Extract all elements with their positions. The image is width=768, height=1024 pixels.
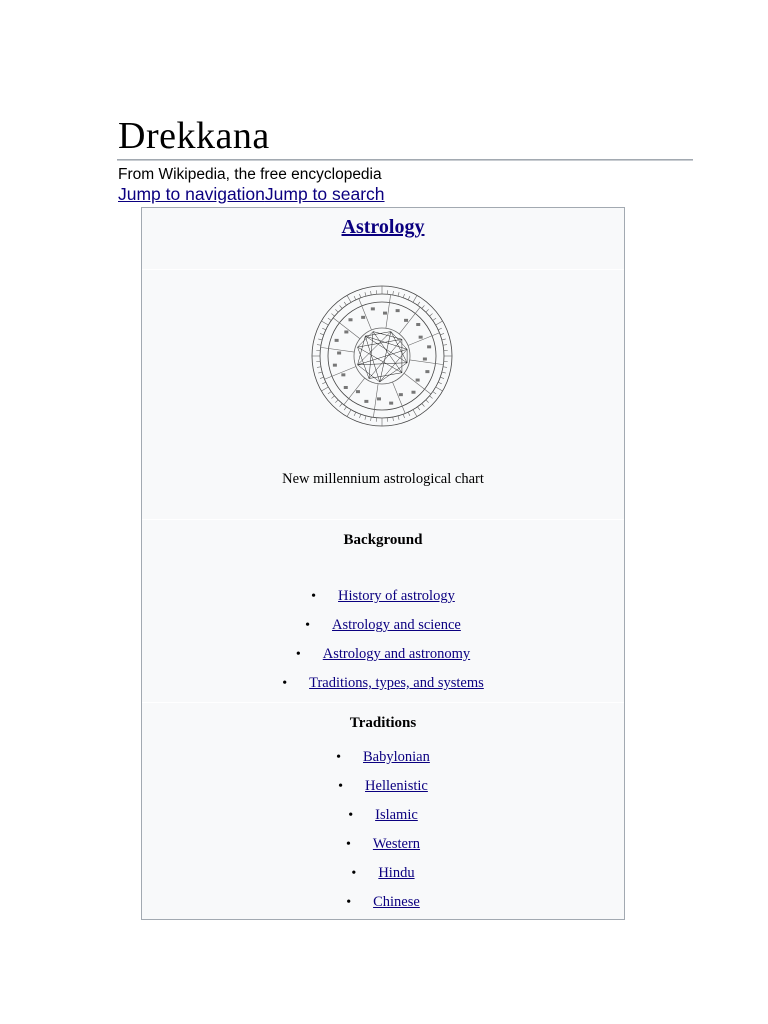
degree-tick xyxy=(344,302,346,305)
planet-glyph xyxy=(349,318,353,321)
degree-tick xyxy=(321,387,328,391)
degree-tick xyxy=(426,309,429,312)
house-line xyxy=(333,318,360,339)
house-line xyxy=(344,378,365,405)
degree-tick xyxy=(426,400,429,403)
list-item: • History of astrology xyxy=(311,588,455,604)
degree-tick xyxy=(436,387,443,391)
degree-tick xyxy=(340,305,343,308)
islamic-link[interactable]: Islamic xyxy=(375,807,418,823)
astrology-infobox xyxy=(141,207,625,920)
degree-tick xyxy=(433,392,436,394)
list-item: • Hindu xyxy=(351,865,415,881)
degree-tick xyxy=(413,295,417,302)
planet-glyph xyxy=(377,397,381,400)
astrology-and-science-link[interactable]: Astrology and science xyxy=(332,617,461,633)
degree-tick xyxy=(422,305,425,308)
planet-glyph xyxy=(383,312,387,315)
degree-tick xyxy=(413,410,417,417)
degree-tick xyxy=(317,345,321,346)
degree-tick xyxy=(443,345,447,346)
planet-glyph xyxy=(337,352,341,355)
degree-tick xyxy=(354,412,356,416)
house-line xyxy=(386,295,391,329)
infobox-title xyxy=(142,216,624,239)
house-line xyxy=(373,384,378,418)
list-item: • Traditions, types, and systems xyxy=(282,675,484,691)
degree-tick xyxy=(318,339,322,340)
hellenistic-link[interactable]: Hellenistic xyxy=(365,778,428,794)
planet-glyph xyxy=(364,400,368,403)
site-tagline: From Wikipedia, the free encyclopedia xyxy=(118,166,382,183)
degree-tick xyxy=(317,367,321,368)
astrology-and-astronomy-link[interactable]: Astrology and astronomy xyxy=(322,646,471,662)
degree-tick xyxy=(331,314,334,317)
planet-glyph xyxy=(425,370,429,373)
aspect-line xyxy=(358,363,408,365)
degree-tick xyxy=(335,309,338,312)
aspect-line xyxy=(380,332,391,382)
planet-glyph xyxy=(419,336,423,339)
degree-tick xyxy=(318,372,322,373)
degree-tick xyxy=(328,392,331,394)
planet-glyph xyxy=(396,309,400,312)
jump-to-navigation-link[interactable]: Jump to navigation xyxy=(118,184,265,204)
planet-glyph xyxy=(416,379,420,382)
list-item: • Astrology and astronomy xyxy=(295,646,471,662)
infobox-divider xyxy=(142,702,624,703)
aspect-line xyxy=(365,336,379,382)
planet-glyph xyxy=(411,391,415,394)
degree-tick xyxy=(365,416,366,420)
degree-tick xyxy=(371,291,372,295)
planet-glyph xyxy=(399,393,403,396)
list-item: • Islamic xyxy=(348,807,418,823)
degree-tick xyxy=(429,314,432,317)
degree-tick xyxy=(359,414,360,418)
degree-tick xyxy=(440,377,444,378)
degree-tick xyxy=(403,294,404,298)
degree-tick xyxy=(408,296,410,300)
degree-tick xyxy=(359,294,360,298)
house-line xyxy=(321,347,355,352)
hindu-link[interactable]: Hindu xyxy=(378,865,415,881)
degree-tick xyxy=(442,372,446,373)
background-heading: Background xyxy=(343,532,423,548)
list-item: • Babylonian xyxy=(336,749,430,765)
background-list xyxy=(142,582,624,698)
house-line xyxy=(399,307,420,334)
horoscope-wheel xyxy=(299,278,465,434)
degree-tick xyxy=(393,291,394,295)
planet-glyph xyxy=(361,316,365,319)
aspect-line xyxy=(358,347,402,373)
degree-tick xyxy=(321,321,328,325)
degree-tick xyxy=(365,292,366,296)
list-item: • Hellenistic xyxy=(338,778,428,794)
list-item: • Western xyxy=(345,836,421,852)
degree-tick xyxy=(429,396,432,399)
degree-tick xyxy=(440,333,444,334)
planet-glyph xyxy=(389,402,393,405)
list-item: • Astrology and science xyxy=(305,617,461,633)
planet-glyph xyxy=(371,307,375,310)
degree-tick xyxy=(403,414,404,418)
planet-glyph xyxy=(423,357,427,360)
degree-tick xyxy=(418,407,420,410)
traditions-heading: Traditions xyxy=(349,715,417,731)
planet-glyph xyxy=(404,319,408,322)
planet-glyph xyxy=(427,345,431,348)
degree-tick xyxy=(335,400,338,403)
history-of-astrology-link[interactable]: History of astrology xyxy=(338,588,455,604)
degree-tick xyxy=(433,318,436,320)
degree-tick xyxy=(320,333,324,334)
page-title: Drekkana xyxy=(118,115,270,157)
degree-tick xyxy=(331,396,334,399)
jump-to-search-link[interactable]: Jump to search xyxy=(264,184,385,204)
aspect-line xyxy=(358,347,369,378)
degree-tick xyxy=(438,382,442,384)
traditions-types-systems-link[interactable]: Traditions, types, and systems xyxy=(309,675,484,691)
degree-tick xyxy=(340,403,343,406)
planet-glyph xyxy=(335,339,339,342)
degree-tick xyxy=(354,296,356,300)
degree-tick xyxy=(322,328,326,330)
planet-glyph xyxy=(333,364,337,367)
degree-tick xyxy=(347,295,351,302)
house-line xyxy=(404,373,431,394)
degree-tick xyxy=(344,407,346,410)
degree-tick xyxy=(398,292,399,296)
degree-tick xyxy=(408,412,410,416)
degree-tick xyxy=(418,302,420,305)
degree-tick xyxy=(371,417,372,421)
list-item: • Chinese xyxy=(346,894,420,910)
babylonian-link[interactable]: Babylonian xyxy=(363,749,430,765)
jump-links xyxy=(118,184,385,205)
chinese-link[interactable]: Chinese xyxy=(373,894,420,910)
degree-tick xyxy=(422,403,425,406)
degree-tick xyxy=(436,321,443,325)
planet-glyph xyxy=(416,323,420,326)
planet-glyph xyxy=(344,386,348,389)
degree-tick xyxy=(328,318,331,320)
degree-tick xyxy=(393,417,394,421)
degree-tick xyxy=(347,410,351,417)
astrological-chart-image[interactable] xyxy=(299,278,465,439)
image-caption: New millennium astrological chart xyxy=(282,471,484,487)
house-line xyxy=(410,360,444,365)
degree-tick xyxy=(398,416,399,420)
traditions-list xyxy=(142,743,624,917)
aspect-line xyxy=(369,339,402,378)
degree-tick xyxy=(442,339,446,340)
infobox-divider xyxy=(142,269,624,270)
planet-glyph xyxy=(341,373,345,376)
infobox-divider xyxy=(142,519,624,520)
aspect-line xyxy=(391,332,407,363)
western-link[interactable]: Western xyxy=(372,836,421,852)
degree-tick xyxy=(322,382,326,384)
degree-tick xyxy=(320,377,324,378)
title-divider xyxy=(117,159,693,161)
planet-glyph xyxy=(356,390,360,393)
planet-glyph xyxy=(344,330,348,333)
degree-tick xyxy=(443,367,447,368)
aspect-line xyxy=(358,365,380,382)
degree-tick xyxy=(438,328,442,330)
astrology-link[interactable]: Astrology xyxy=(341,216,425,238)
